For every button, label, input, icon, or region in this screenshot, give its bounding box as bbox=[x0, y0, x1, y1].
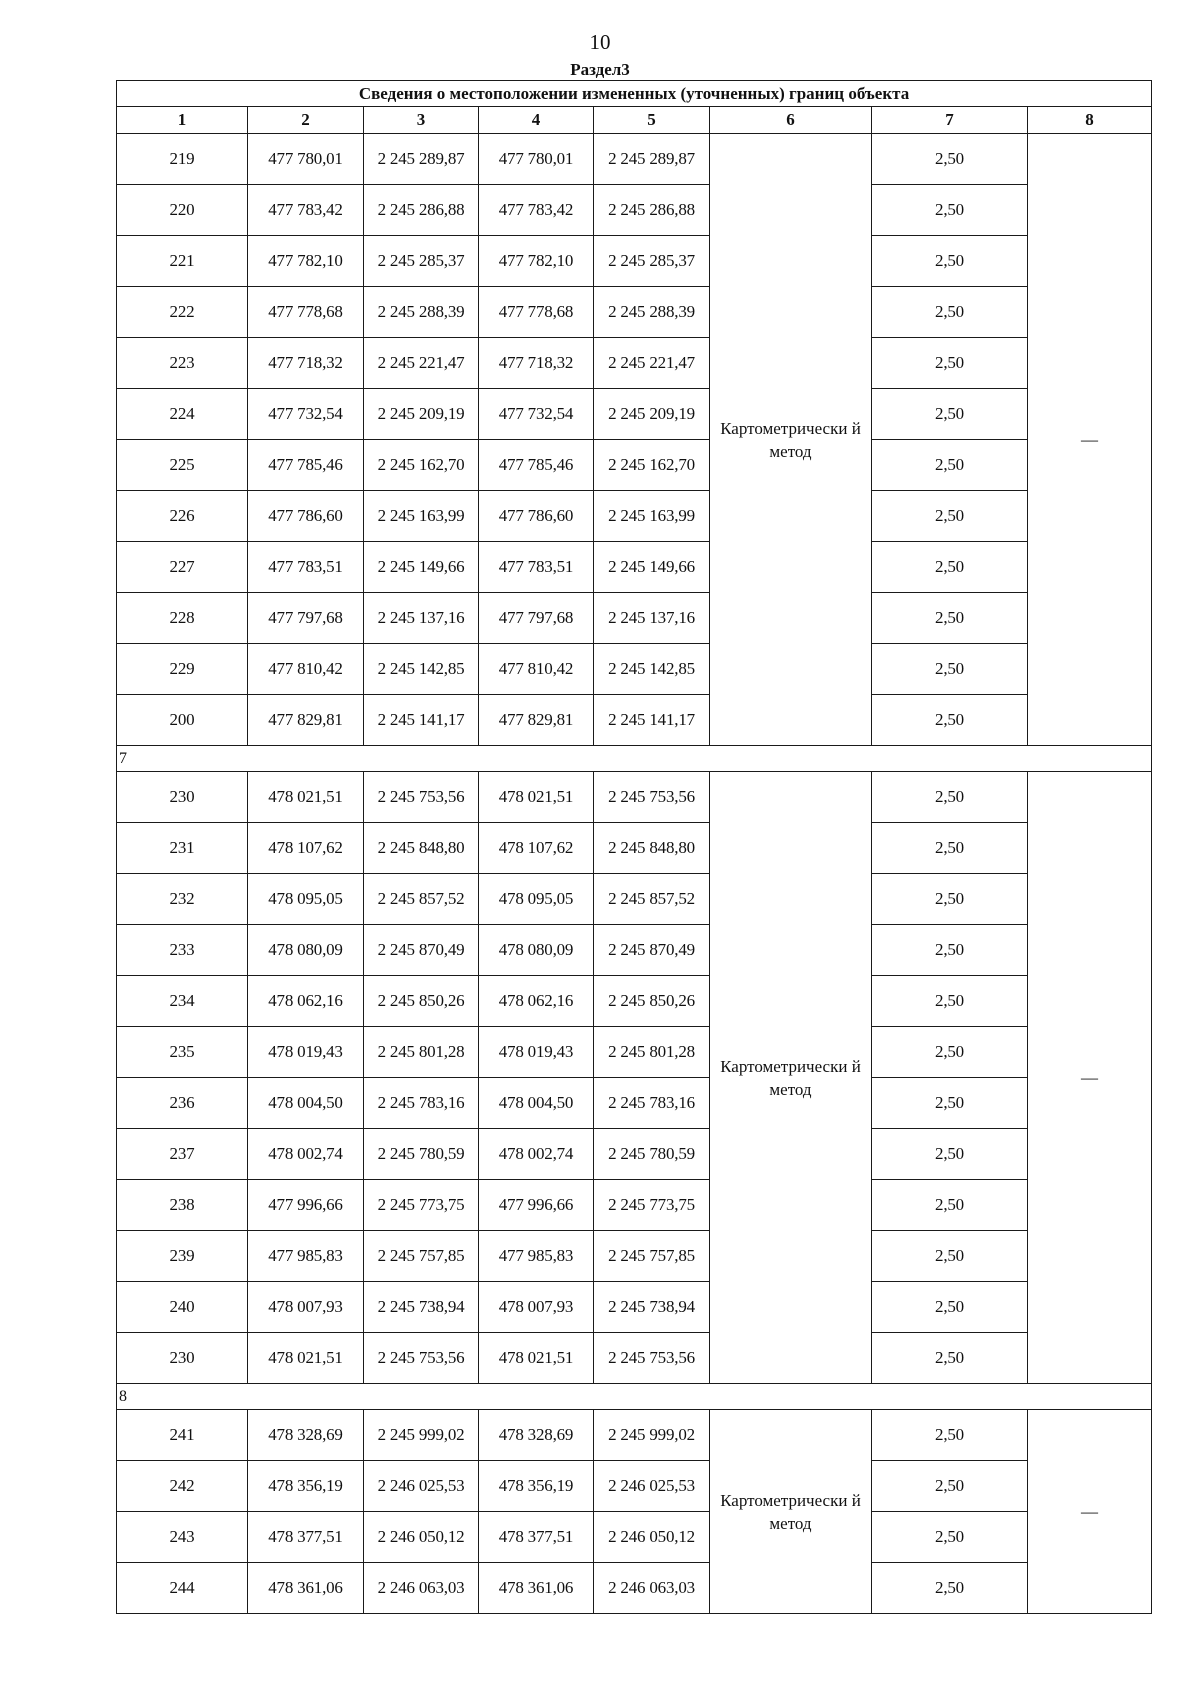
y-coord-cell: 2 245 142,85 bbox=[364, 644, 479, 695]
y-coord-cell: 2 245 162,70 bbox=[364, 440, 479, 491]
method-cell: Картометрически й метод bbox=[710, 134, 872, 746]
x-coord-cell: 477 782,10 bbox=[248, 236, 364, 287]
y-coord-new-cell: 2 245 221,47 bbox=[594, 338, 710, 389]
accuracy-cell: 2,50 bbox=[872, 772, 1028, 823]
table-row bbox=[117, 440, 1152, 491]
y-coord-cell: 2 245 149,66 bbox=[364, 542, 479, 593]
y-coord-cell: 2 245 848,80 bbox=[364, 823, 479, 874]
y-coord-cell: 2 245 753,56 bbox=[364, 772, 479, 823]
x-coord-cell: 477 829,81 bbox=[248, 695, 364, 746]
accuracy-cell: 2,50 bbox=[872, 695, 1028, 746]
y-coord-cell: 2 245 137,16 bbox=[364, 593, 479, 644]
y-coord-cell: 2 245 757,85 bbox=[364, 1231, 479, 1282]
accuracy-cell: 2,50 bbox=[872, 593, 1028, 644]
table-row bbox=[117, 823, 1152, 874]
y-coord-new-cell: 2 246 050,12 bbox=[594, 1512, 710, 1563]
table-row bbox=[117, 772, 1152, 823]
y-coord-new-cell: 2 245 757,85 bbox=[594, 1231, 710, 1282]
x-coord-cell: 477 810,42 bbox=[248, 644, 364, 695]
point-number-cell: 227 bbox=[117, 542, 248, 593]
group-label: 7 bbox=[117, 746, 1152, 772]
accuracy-cell: 2,50 bbox=[872, 542, 1028, 593]
column-header: 7 bbox=[872, 107, 1028, 134]
y-coord-new-cell: 2 245 142,85 bbox=[594, 644, 710, 695]
point-number-cell: 243 bbox=[117, 1512, 248, 1563]
y-coord-cell: 2 245 141,17 bbox=[364, 695, 479, 746]
accuracy-cell: 2,50 bbox=[872, 976, 1028, 1027]
x-coord-new-cell: 478 007,93 bbox=[479, 1282, 594, 1333]
x-coord-cell: 478 361,06 bbox=[248, 1563, 364, 1614]
accuracy-cell: 2,50 bbox=[872, 1129, 1028, 1180]
y-coord-cell: 2 245 999,02 bbox=[364, 1410, 479, 1461]
x-coord-cell: 478 021,51 bbox=[248, 772, 364, 823]
y-coord-new-cell: 2 245 801,28 bbox=[594, 1027, 710, 1078]
x-coord-new-cell: 478 021,51 bbox=[479, 1333, 594, 1384]
y-coord-cell: 2 246 025,53 bbox=[364, 1461, 479, 1512]
column-header: 8 bbox=[1028, 107, 1152, 134]
y-coord-cell: 2 245 870,49 bbox=[364, 925, 479, 976]
x-coord-new-cell: 477 829,81 bbox=[479, 695, 594, 746]
y-coord-new-cell: 2 245 857,52 bbox=[594, 874, 710, 925]
accuracy-cell: 2,50 bbox=[872, 1027, 1028, 1078]
x-coord-cell: 477 783,42 bbox=[248, 185, 364, 236]
column-header: 4 bbox=[479, 107, 594, 134]
y-coord-new-cell: 2 245 289,87 bbox=[594, 134, 710, 185]
table-row bbox=[117, 1563, 1152, 1614]
table-row bbox=[117, 1027, 1152, 1078]
table-row bbox=[117, 1410, 1152, 1461]
accuracy-cell: 2,50 bbox=[872, 1563, 1028, 1614]
accuracy-cell: 2,50 bbox=[872, 874, 1028, 925]
point-number-cell: 238 bbox=[117, 1180, 248, 1231]
table-row bbox=[117, 1282, 1152, 1333]
group-label: 8 bbox=[117, 1384, 1152, 1410]
x-coord-cell: 478 002,74 bbox=[248, 1129, 364, 1180]
column-header: 2 bbox=[248, 107, 364, 134]
y-coord-new-cell: 2 245 209,19 bbox=[594, 389, 710, 440]
x-coord-cell: 477 797,68 bbox=[248, 593, 364, 644]
table-row bbox=[117, 1333, 1152, 1384]
y-coord-cell: 2 245 285,37 bbox=[364, 236, 479, 287]
x-coord-new-cell: 477 718,32 bbox=[479, 338, 594, 389]
column-header: 6 bbox=[710, 107, 872, 134]
x-coord-new-cell: 477 810,42 bbox=[479, 644, 594, 695]
y-coord-new-cell: 2 245 850,26 bbox=[594, 976, 710, 1027]
x-coord-cell: 478 062,16 bbox=[248, 976, 364, 1027]
y-coord-cell: 2 245 286,88 bbox=[364, 185, 479, 236]
method-cell: Картометрически й метод bbox=[710, 772, 872, 1384]
y-coord-cell: 2 245 753,56 bbox=[364, 1333, 479, 1384]
point-number-cell: 233 bbox=[117, 925, 248, 976]
y-coord-new-cell: 2 245 753,56 bbox=[594, 772, 710, 823]
table-row bbox=[117, 236, 1152, 287]
x-coord-cell: 478 021,51 bbox=[248, 1333, 364, 1384]
point-number-cell: 244 bbox=[117, 1563, 248, 1614]
section-title: Раздел3 bbox=[570, 60, 630, 79]
point-number-cell: 221 bbox=[117, 236, 248, 287]
point-number-cell: 230 bbox=[117, 1333, 248, 1384]
table-row bbox=[117, 491, 1152, 542]
table-row bbox=[117, 1231, 1152, 1282]
x-coord-new-cell: 477 785,46 bbox=[479, 440, 594, 491]
table-row bbox=[117, 542, 1152, 593]
y-coord-new-cell: 2 245 288,39 bbox=[594, 287, 710, 338]
table-row bbox=[117, 338, 1152, 389]
table-row bbox=[117, 593, 1152, 644]
x-coord-new-cell: 478 356,19 bbox=[479, 1461, 594, 1512]
point-number-cell: 231 bbox=[117, 823, 248, 874]
x-coord-cell: 477 778,68 bbox=[248, 287, 364, 338]
x-coord-new-cell: 477 780,01 bbox=[479, 134, 594, 185]
point-number-cell: 236 bbox=[117, 1078, 248, 1129]
y-coord-cell: 2 245 163,99 bbox=[364, 491, 479, 542]
y-coord-new-cell: 2 245 870,49 bbox=[594, 925, 710, 976]
y-coord-new-cell: 2 245 753,56 bbox=[594, 1333, 710, 1384]
x-coord-new-cell: 478 377,51 bbox=[479, 1512, 594, 1563]
y-coord-new-cell: 2 245 163,99 bbox=[594, 491, 710, 542]
table-row bbox=[117, 1180, 1152, 1231]
point-number-cell: 226 bbox=[117, 491, 248, 542]
y-coord-new-cell: 2 245 773,75 bbox=[594, 1180, 710, 1231]
x-coord-new-cell: 477 778,68 bbox=[479, 287, 594, 338]
y-coord-new-cell: 2 245 162,70 bbox=[594, 440, 710, 491]
x-coord-cell: 478 107,62 bbox=[248, 823, 364, 874]
y-coord-cell: 2 245 850,26 bbox=[364, 976, 479, 1027]
x-coord-cell: 478 377,51 bbox=[248, 1512, 364, 1563]
y-coord-cell: 2 246 063,03 bbox=[364, 1563, 479, 1614]
x-coord-new-cell: 477 786,60 bbox=[479, 491, 594, 542]
table-title: Сведения о местоположении измененных (уточненных) границ объекта bbox=[117, 81, 1152, 107]
x-coord-new-cell: 477 996,66 bbox=[479, 1180, 594, 1231]
x-coord-cell: 477 780,01 bbox=[248, 134, 364, 185]
accuracy-cell: 2,50 bbox=[872, 389, 1028, 440]
x-coord-new-cell: 478 095,05 bbox=[479, 874, 594, 925]
point-number-cell: 240 bbox=[117, 1282, 248, 1333]
point-number-cell: 230 bbox=[117, 772, 248, 823]
y-coord-cell: 2 245 289,87 bbox=[364, 134, 479, 185]
x-coord-new-cell: 478 002,74 bbox=[479, 1129, 594, 1180]
x-coord-new-cell: 477 783,51 bbox=[479, 542, 594, 593]
point-number-cell: 222 bbox=[117, 287, 248, 338]
y-coord-cell: 2 246 050,12 bbox=[364, 1512, 479, 1563]
table-row bbox=[117, 874, 1152, 925]
point-number-cell: 224 bbox=[117, 389, 248, 440]
y-coord-cell: 2 245 209,19 bbox=[364, 389, 479, 440]
y-coord-new-cell: 2 245 999,02 bbox=[594, 1410, 710, 1461]
accuracy-cell: 2,50 bbox=[872, 1333, 1028, 1384]
table-row bbox=[117, 1461, 1152, 1512]
y-coord-cell: 2 245 288,39 bbox=[364, 287, 479, 338]
y-coord-cell: 2 245 773,75 bbox=[364, 1180, 479, 1231]
point-number-cell: 229 bbox=[117, 644, 248, 695]
accuracy-cell: 2,50 bbox=[872, 1078, 1028, 1129]
accuracy-cell: 2,50 bbox=[872, 1282, 1028, 1333]
table-row bbox=[117, 695, 1152, 746]
accuracy-cell: 2,50 bbox=[872, 185, 1028, 236]
accuracy-cell: 2,50 bbox=[872, 1180, 1028, 1231]
point-number-cell: 200 bbox=[117, 695, 248, 746]
x-coord-new-cell: 477 732,54 bbox=[479, 389, 594, 440]
point-number-cell: 225 bbox=[117, 440, 248, 491]
point-number-cell: 234 bbox=[117, 976, 248, 1027]
accuracy-cell: 2,50 bbox=[872, 1512, 1028, 1563]
y-coord-new-cell: 2 245 780,59 bbox=[594, 1129, 710, 1180]
point-number-cell: 239 bbox=[117, 1231, 248, 1282]
table-row bbox=[117, 185, 1152, 236]
column-header: 5 bbox=[594, 107, 710, 134]
page-number: 10 bbox=[589, 30, 611, 54]
x-coord-new-cell: 478 062,16 bbox=[479, 976, 594, 1027]
accuracy-cell: 2,50 bbox=[872, 1410, 1028, 1461]
x-coord-cell: 477 985,83 bbox=[248, 1231, 364, 1282]
x-coord-cell: 477 783,51 bbox=[248, 542, 364, 593]
point-number-cell: 242 bbox=[117, 1461, 248, 1512]
x-coord-cell: 477 996,66 bbox=[248, 1180, 364, 1231]
table-row bbox=[117, 925, 1152, 976]
accuracy-cell: 2,50 bbox=[872, 287, 1028, 338]
table-title-row bbox=[117, 81, 1152, 107]
table-row bbox=[117, 389, 1152, 440]
column-header: 1 bbox=[117, 107, 248, 134]
x-coord-new-cell: 477 782,10 bbox=[479, 236, 594, 287]
x-coord-cell: 477 785,46 bbox=[248, 440, 364, 491]
table-row bbox=[117, 1512, 1152, 1563]
y-coord-new-cell: 2 246 063,03 bbox=[594, 1563, 710, 1614]
accuracy-cell: 2,50 bbox=[872, 338, 1028, 389]
point-number-cell: 241 bbox=[117, 1410, 248, 1461]
y-coord-cell: 2 245 780,59 bbox=[364, 1129, 479, 1180]
table-header-row bbox=[117, 107, 1152, 134]
column-8-cell: — bbox=[1028, 1410, 1152, 1614]
point-number-cell: 223 bbox=[117, 338, 248, 389]
x-coord-new-cell: 478 021,51 bbox=[479, 772, 594, 823]
table-row bbox=[117, 644, 1152, 695]
accuracy-cell: 2,50 bbox=[872, 236, 1028, 287]
accuracy-cell: 2,50 bbox=[872, 134, 1028, 185]
y-coord-new-cell: 2 245 286,88 bbox=[594, 185, 710, 236]
y-coord-new-cell: 2 245 137,16 bbox=[594, 593, 710, 644]
x-coord-cell: 478 080,09 bbox=[248, 925, 364, 976]
x-coord-new-cell: 477 783,42 bbox=[479, 185, 594, 236]
x-coord-cell: 478 095,05 bbox=[248, 874, 364, 925]
point-number-cell: 232 bbox=[117, 874, 248, 925]
x-coord-cell: 478 356,19 bbox=[248, 1461, 364, 1512]
group-label-row bbox=[117, 746, 1152, 772]
x-coord-cell: 478 328,69 bbox=[248, 1410, 364, 1461]
accuracy-cell: 2,50 bbox=[872, 823, 1028, 874]
y-coord-new-cell: 2 245 848,80 bbox=[594, 823, 710, 874]
point-number-cell: 228 bbox=[117, 593, 248, 644]
accuracy-cell: 2,50 bbox=[872, 491, 1028, 542]
accuracy-cell: 2,50 bbox=[872, 644, 1028, 695]
y-coord-cell: 2 245 738,94 bbox=[364, 1282, 479, 1333]
x-coord-new-cell: 478 080,09 bbox=[479, 925, 594, 976]
x-coord-cell: 478 004,50 bbox=[248, 1078, 364, 1129]
table-row bbox=[117, 1078, 1152, 1129]
coordinates-table bbox=[116, 80, 1152, 1614]
y-coord-new-cell: 2 245 783,16 bbox=[594, 1078, 710, 1129]
x-coord-cell: 478 007,93 bbox=[248, 1282, 364, 1333]
y-coord-new-cell: 2 245 285,37 bbox=[594, 236, 710, 287]
table-row bbox=[117, 976, 1152, 1027]
group-label-row bbox=[117, 1384, 1152, 1410]
x-coord-cell: 477 718,32 bbox=[248, 338, 364, 389]
accuracy-cell: 2,50 bbox=[872, 925, 1028, 976]
y-coord-new-cell: 2 245 141,17 bbox=[594, 695, 710, 746]
column-8-cell: — bbox=[1028, 772, 1152, 1384]
table-row bbox=[117, 134, 1152, 185]
y-coord-cell: 2 245 857,52 bbox=[364, 874, 479, 925]
x-coord-new-cell: 478 328,69 bbox=[479, 1410, 594, 1461]
point-number-cell: 220 bbox=[117, 185, 248, 236]
x-coord-cell: 478 019,43 bbox=[248, 1027, 364, 1078]
x-coord-new-cell: 477 797,68 bbox=[479, 593, 594, 644]
x-coord-new-cell: 478 019,43 bbox=[479, 1027, 594, 1078]
x-coord-cell: 477 786,60 bbox=[248, 491, 364, 542]
y-coord-cell: 2 245 801,28 bbox=[364, 1027, 479, 1078]
accuracy-cell: 2,50 bbox=[872, 1231, 1028, 1282]
column-header: 3 bbox=[364, 107, 479, 134]
x-coord-new-cell: 478 107,62 bbox=[479, 823, 594, 874]
x-coord-cell: 477 732,54 bbox=[248, 389, 364, 440]
accuracy-cell: 2,50 bbox=[872, 440, 1028, 491]
point-number-cell: 235 bbox=[117, 1027, 248, 1078]
method-cell: Картометрически й метод bbox=[710, 1410, 872, 1614]
y-coord-cell: 2 245 221,47 bbox=[364, 338, 479, 389]
y-coord-new-cell: 2 245 738,94 bbox=[594, 1282, 710, 1333]
x-coord-new-cell: 477 985,83 bbox=[479, 1231, 594, 1282]
y-coord-cell: 2 245 783,16 bbox=[364, 1078, 479, 1129]
accuracy-cell: 2,50 bbox=[872, 1461, 1028, 1512]
y-coord-new-cell: 2 245 149,66 bbox=[594, 542, 710, 593]
x-coord-new-cell: 478 361,06 bbox=[479, 1563, 594, 1614]
table-row bbox=[117, 287, 1152, 338]
table-row bbox=[117, 1129, 1152, 1180]
y-coord-new-cell: 2 246 025,53 bbox=[594, 1461, 710, 1512]
x-coord-new-cell: 478 004,50 bbox=[479, 1078, 594, 1129]
column-8-cell: — bbox=[1028, 134, 1152, 746]
point-number-cell: 219 bbox=[117, 134, 248, 185]
point-number-cell: 237 bbox=[117, 1129, 248, 1180]
